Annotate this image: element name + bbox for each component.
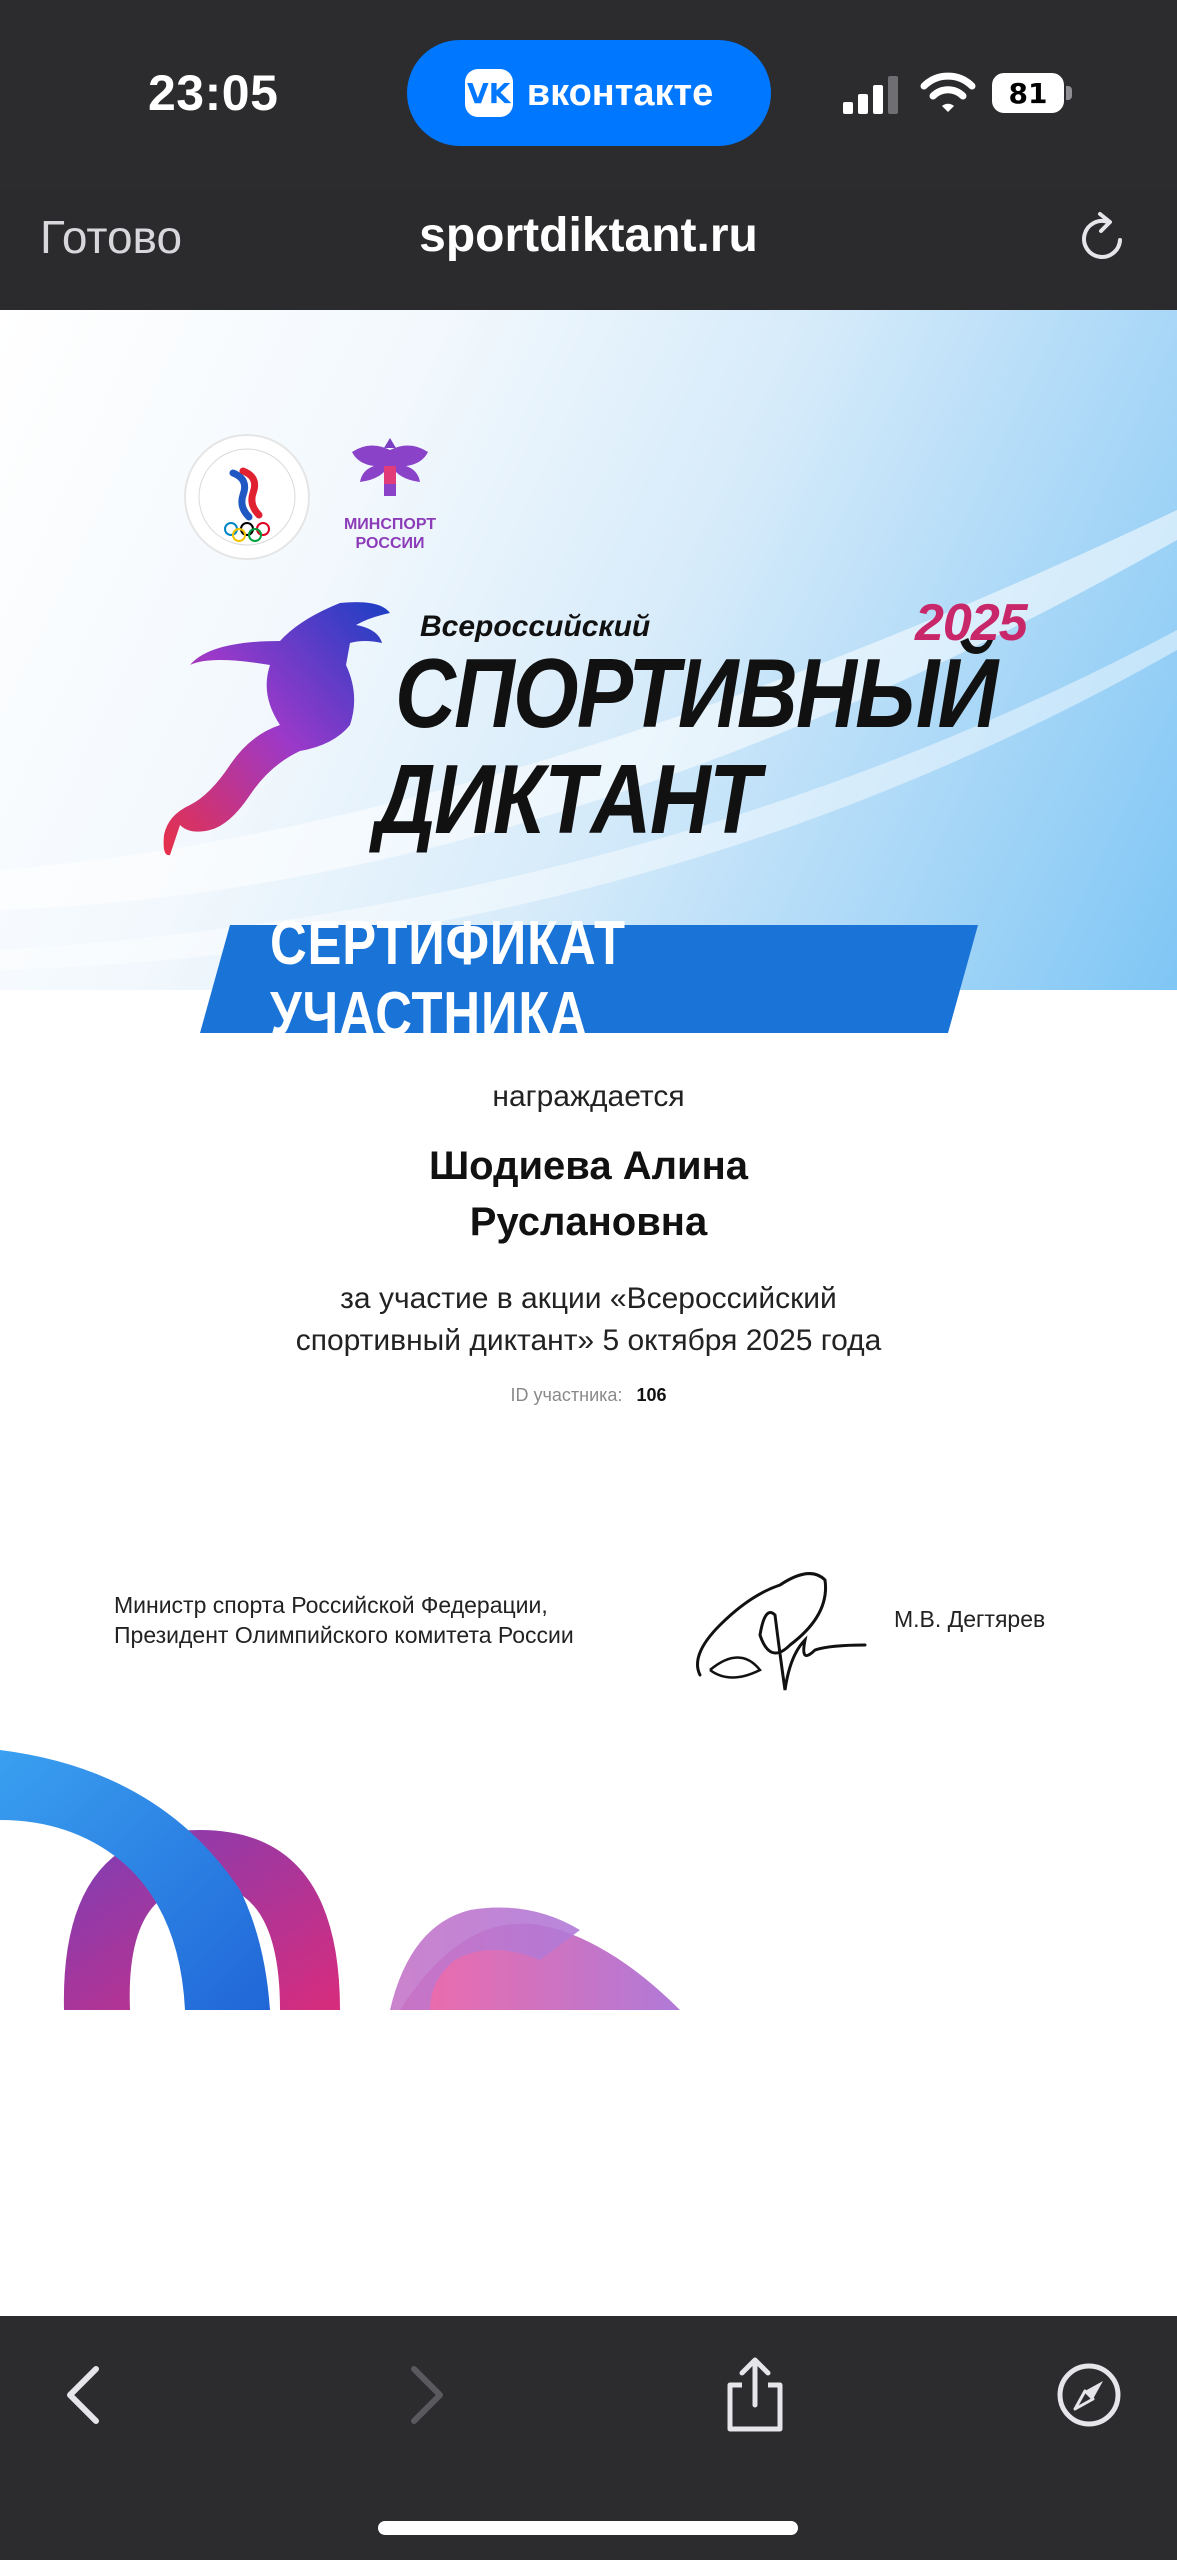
minsport-line-1: МИНСПОРТ [343, 516, 437, 533]
event-title-line-1: СПОРТИВНЫЙ [395, 638, 997, 748]
battery-level: 81 [1008, 76, 1048, 110]
url-label[interactable]: sportdiktant.ru [419, 209, 758, 262]
signer-position [114, 1590, 574, 1650]
award-reason [0, 1278, 1177, 1362]
participant-id-value: 106 [636, 1385, 667, 1405]
cellular-signal-icon [843, 74, 899, 114]
reload-icon[interactable] [1074, 210, 1130, 266]
participant-id-label: ID участника: [510, 1385, 623, 1405]
vk-logo-icon: VK [465, 69, 513, 117]
signer-name: М.В. Дегтярев [894, 1606, 1046, 1632]
home-indicator [378, 2521, 798, 2535]
participant-id [0, 1385, 1177, 1406]
battery-body [992, 73, 1064, 113]
recipient-line-1: Шодиева Алина [428, 1144, 749, 1188]
minsport-wordmark [330, 515, 450, 553]
done-button[interactable]: Готово [40, 211, 183, 263]
event-year: 2025 [915, 594, 1027, 652]
signer-position-line-1: Министр спорта Российской Федерации, [114, 1592, 548, 1618]
battery-indicator [992, 73, 1072, 113]
reason-line-2: спортивный диктант» 5 октября 2025 года [295, 1324, 882, 1357]
share-icon[interactable] [720, 2355, 790, 2435]
roc-emblem-icon [183, 433, 311, 561]
back-icon[interactable] [50, 2355, 120, 2435]
runner-logo-icon [150, 595, 400, 865]
decorative-ribbons [0, 1710, 700, 2010]
signature-image [690, 1545, 870, 1695]
status-time: 23:05 [148, 65, 279, 121]
recipient-name [0, 1138, 1177, 1250]
minsport-eagle-icon [340, 430, 440, 510]
status-bar [0, 0, 1177, 263]
app-return-label: вконтакте [526, 71, 714, 114]
certificate-banner-label: СЕРТИФИКАТ УЧАСТНИКА [270, 909, 626, 1049]
wifi-icon [920, 70, 976, 114]
event-prefix: Всероссийский [420, 610, 651, 643]
event-title-line-2: ДИКТАНТ [375, 744, 759, 854]
certificate-page [0, 310, 1177, 2316]
certificate-banner [200, 909, 978, 1049]
awarded-label: награждается [492, 1080, 685, 1113]
compass-icon[interactable] [1054, 2355, 1124, 2435]
battery-tip [1066, 86, 1072, 100]
forward-icon[interactable] [390, 2355, 460, 2435]
app-return-pill[interactable] [407, 40, 771, 146]
reason-line-1: за участие в акции «Всероссийский [340, 1282, 837, 1315]
certificate-header [0, 310, 1177, 990]
signer-position-line-2: Президент Олимпийского комитета России [114, 1622, 574, 1648]
recipient-line-2: Руслановна [469, 1200, 708, 1244]
minsport-line-2: РОССИИ [355, 535, 425, 552]
